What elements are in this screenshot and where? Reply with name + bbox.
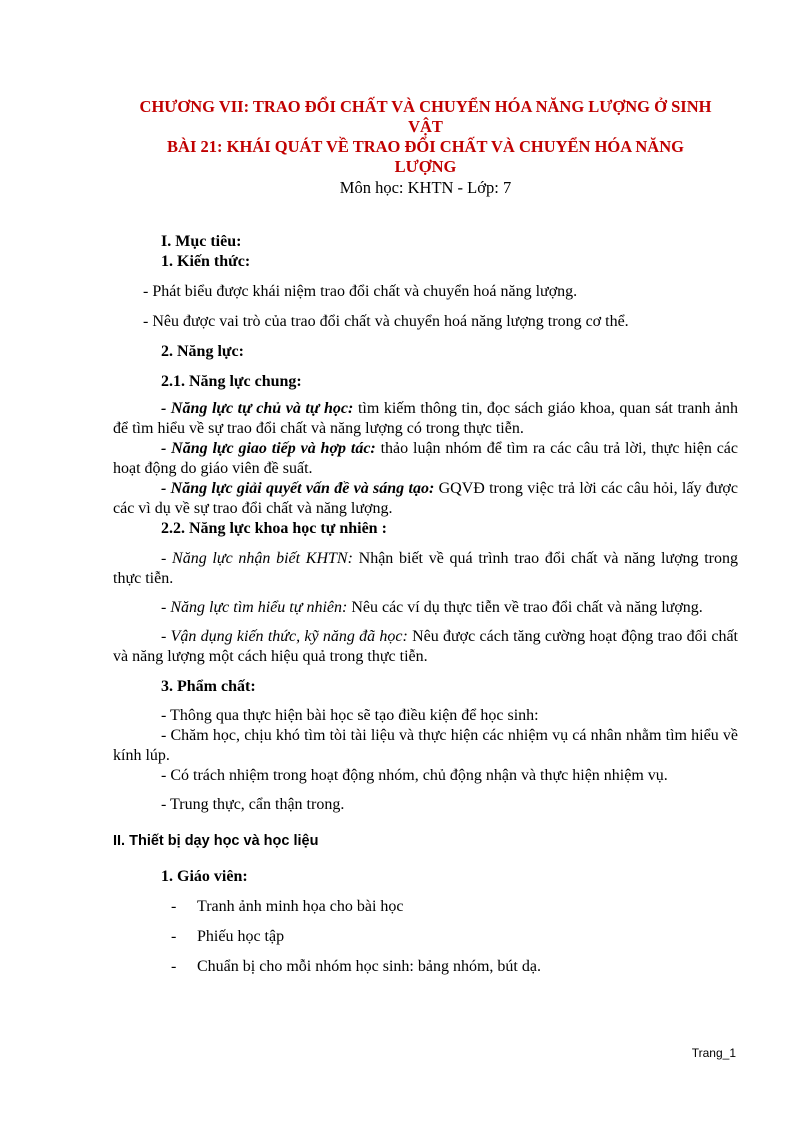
section-equipment-heading: II. Thiết bị dạy học và học liệu [113,833,319,849]
quality-item: - Có trách nhiệm trong hoạt động nhóm, chủ động nhận và thực hiện nhiệm vụ. [161,767,668,784]
competence-label: - Vận dụng kiến thức, kỹ năng đã học: [161,628,408,645]
quality-heading: 3. Phẩm chất: [161,678,256,695]
competence-text: Nêu các ví dụ thực tiễn về trao đổi chất và năng lượng. [347,599,703,616]
general-competence-item [113,479,738,519]
lesson-title: BÀI 21: KHÁI QUÁT VỀ TRAO ĐỔI CHẤT VÀ CHUYỂN HÓA NĂNG LƯỢNG [167,137,684,176]
general-competence-heading: 2.1. Năng lực chung: [161,373,302,390]
teacher-item-text: Chuẩn bị cho mỗi nhóm học sinh: bảng nhóm, bút dạ. [197,958,541,975]
competence-label: - Năng lực tự chủ và tự học: [161,400,354,417]
quality-item: - Chăm học, chịu khó tìm tòi tài liệu và thực hiện các nhiệm vụ cá nhân nhằm tìm hiểu về kính lúp. [113,727,738,764]
general-competence-item [113,399,738,439]
competence-text: GQVĐ trong việc trả lời các câu hỏi, lấy được các vì dụ về sự trao đổi chất và năng lượng. [113,480,738,517]
chapter-title: CHƯƠNG VII: TRAO ĐỔI CHẤT VÀ CHUYỂN HÓA NĂNG LƯỢNG Ở SINH VẬT [139,97,712,136]
knowledge-heading: 1. Kiến thức: [161,253,251,270]
subject-line: Môn học: KHTN - Lớp: 7 [339,178,512,197]
teacher-item [113,957,738,977]
science-competence-item [113,549,738,589]
competence-label: - Năng lực tìm hiểu tự nhiên: [161,599,348,616]
competence-heading: 2. Năng lực: [161,343,244,360]
science-competence-item [113,627,738,667]
competence-text: Nêu được cách tăng cường hoạt động trao đổi chất và năng lượng một cách hiệu quả trong thực tiễn. [113,628,738,665]
teacher-item-text: Phiếu học tập [197,928,285,945]
competence-text: Nhận biết về quá trình trao đổi chất và năng lượng trong thực tiễn. [113,550,739,587]
competence-label: - Năng lực giải quyết vấn đề và sáng tạo: [161,480,435,497]
general-competence-item [113,439,738,479]
science-competence-heading: 2.2. Năng lực khoa học tự nhiên : [161,520,387,537]
competence-text: tìm kiếm thông tin, đọc sách giáo khoa, quan sát tranh ảnh để tìm hiểu về sự trao đổi chất và năng lượng có trong thực tiễn. [113,400,738,437]
section-objectives-heading: I. Mục tiêu: [161,233,242,250]
teacher-item [113,927,738,947]
teacher-heading: 1. Giáo viên: [161,868,248,885]
list-dash: - [171,928,177,945]
competence-text: thảo luận nhóm để tìm ra các câu trả lời, thực hiện các hoạt động do giáo viên đề suất. [113,440,739,477]
competence-label: - Năng lực giao tiếp và hợp tác: [161,440,376,457]
science-competence-item [113,598,738,618]
teacher-item-text: Tranh ảnh minh họa cho bài học [197,898,404,915]
quality-item: - Trung thực, cẩn thận trong. [161,796,345,813]
document-page [113,97,738,977]
competence-label: - Năng lực nhận biết KHTN: [161,550,353,567]
list-dash: - [171,958,177,975]
quality-item: - Thông qua thực hiện bài học sẽ tạo điều kiện để học sinh: [161,707,539,724]
page-number: Trang_1 [691,1046,736,1060]
teacher-item [113,897,738,917]
list-dash: - [171,898,177,915]
knowledge-item: - Phát biểu được khái niệm trao đổi chất và chuyển hoá năng lượng. [143,283,578,300]
knowledge-item: - Nêu được vai trò của trao đổi chất và chuyển hoá năng lượng trong cơ thể. [143,313,629,330]
